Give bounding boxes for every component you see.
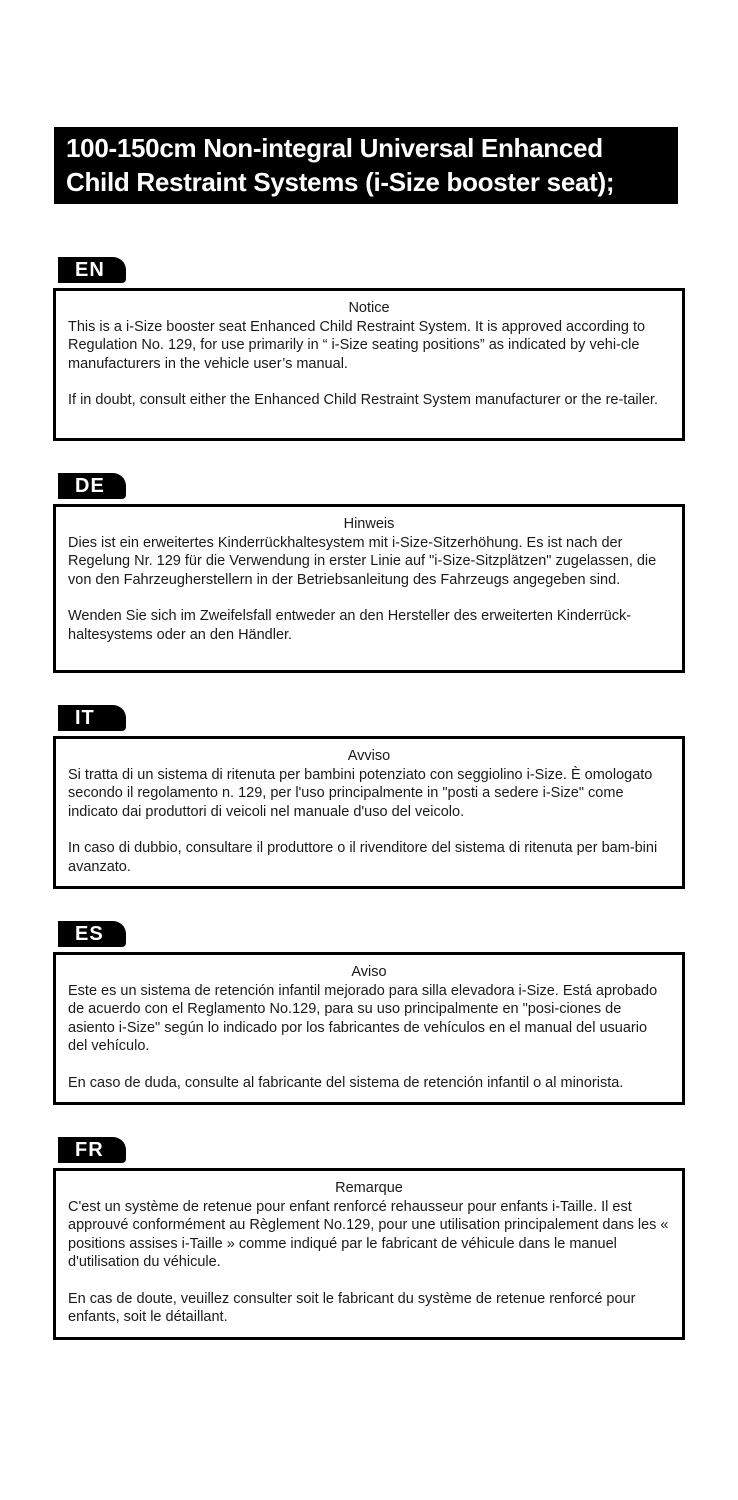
notice-box-fr — [53, 1168, 685, 1340]
notice-heading-it: Avviso — [347, 748, 391, 764]
notice-paragraph-fr-2: En cas de doute, veuillez consulter soit le fabricant du système de retenue renforcé pour enfants, soit le détaillant. — [68, 1290, 636, 1325]
language-tab-it: IT — [58, 705, 126, 731]
notice-heading-fr: Remarque — [335, 1180, 403, 1196]
notice-box-de — [53, 504, 685, 673]
language-tab-es: ES — [58, 921, 126, 947]
notice-paragraph-de-2: Wenden Sie sich im Zweifelsfall entweder an den Hersteller des erweiterten Kinderrück-haltesystems oder an den Händler. — [68, 608, 632, 643]
language-tab-de: DE — [58, 473, 126, 499]
notice-heading-en: Notice — [348, 300, 390, 316]
notice-paragraph-en-1: This is a i-Size booster seat Enhanced Child Restraint System. It is approved according to Regulation No. 129, for use primarily in “ i-Size seating positions” as indicated by vehi-cle manufacturers in the vehicle user’s manual. — [68, 318, 646, 372]
notice-paragraph-it-1: Si tratta di un sistema di ritenuta per bambini potenziato con seggiolino i-Size. È omologato secondo il regolamento n. 129, per l'uso principalmente in "posti a sedere i-Size" come indicato dai produttori di veicoli nel manuale d'uso del veicolo. — [68, 766, 653, 820]
notice-box-en — [53, 288, 685, 441]
language-tab-en: EN — [58, 257, 126, 283]
title-line-1: 100-150cm Non-integral Universal Enhanced — [66, 133, 603, 163]
notice-paragraph-fr-1: C'est un système de retenue pour enfant renforcé rehausseur pour enfants i-Taille. Il est approuvé conformément au Règlement No.129, pour une utilisation principalement dans les « positions assises i-Taille » comme indiqué par le fabricant de véhicule dans le manuel d'utilisation du véhicule. — [68, 1198, 669, 1270]
notice-heading-de: Hinweis — [343, 516, 395, 532]
notice-paragraph-es-1: Este es un sistema de retención infantil mejorado para silla elevadora i-Size. Está aprobado de acuerdo con el Reglamento No.129, para su uso principalmente en "posi-ciones de asiento i-Size" según lo indicado por los fabricantes de vehículos en el manual del usuario del vehículo. — [68, 982, 658, 1054]
notice-box-es — [53, 952, 685, 1105]
title-line-2: Child Restraint Systems (i-Size booster seat); — [66, 167, 615, 197]
notice-box-it — [53, 736, 685, 889]
notice-paragraph-de-1: Dies ist ein erweitertes Kinderrückhaltesystem mit i-Size-Sitzerhöhung. Es ist nach der Regelung Nr. 129 für die Verwendung in erster Linie auf "i-Size-Sitzplätzen" zugelassen, die von den Fahrzeugherstellern in der Betriebsanleitung des Fahrzeugs angegeben sind. — [68, 534, 657, 588]
notice-paragraph-es-2: En caso de duda, consulte al fabricante del sistema de retención infantil o al minorista. — [68, 1074, 624, 1091]
document-title — [54, 127, 678, 204]
language-tab-fr: FR — [58, 1137, 126, 1163]
notice-paragraph-it-2: In caso di dubbio, consultare il produttore o il rivenditore del sistema di ritenuta per bam-bini avanzato. — [68, 840, 658, 875]
notice-paragraph-en-2: If in doubt, consult either the Enhanced Child Restraint System manufacturer or the re-tailer. — [68, 392, 658, 408]
notice-heading-es: Aviso — [351, 964, 387, 980]
